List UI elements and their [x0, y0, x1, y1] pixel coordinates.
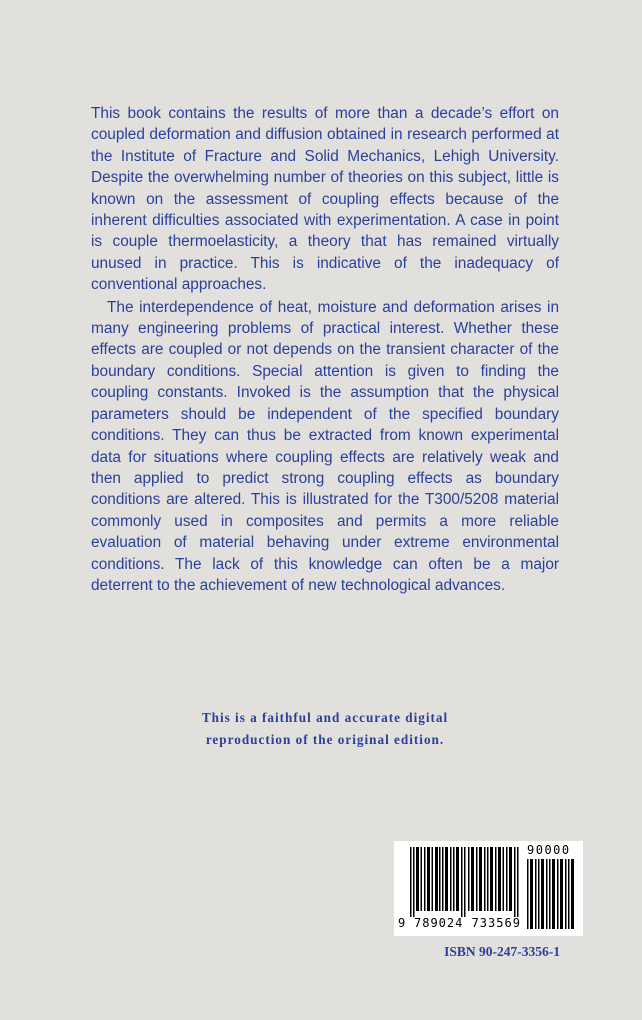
barcode: [394, 841, 583, 936]
barcode-digits: 789024 733569: [414, 916, 521, 930]
blurb-paragraph-1: This book contains the results of more than a decade’s effort on coupled deformation and diffusion obtained in research performed at the Institute of Fracture and Solid Mechanics, Lehigh University. Despite the overwhelming number of theories on this subject, little is known on the assessment of coupling effects because of the inherent difficulties associated with experimentation. A case in point is couple thermoelasticity, a theory that has remained virtually unused in practice. This is indicative of the inadequacy of conventional approaches.: [91, 105, 559, 294]
barcode-addon-digits: 90000: [527, 843, 571, 857]
notice-line-1: This is a faithful and accurate digital: [201, 710, 449, 725]
isbn-label: ISBN 90-247-3356-1: [444, 944, 560, 959]
back-cover-blurb: [91, 103, 559, 596]
blurb-paragraph-2: The interdependence of heat, moisture and deformation arises in many engineering problems of practical interest. Whether these effects are coupled or not depends on the transient character of the boundary conditions. Special attention is given to finding the coupling constants. Invoked is the assumption that the physical parameters should be independent of the specified boundary conditions. They can thus be extracted from known experimental data for situations where coupling effects are relatively weak and then applied to predict strong coupling effects as boundary conditions are altered. This is illustrated for the T300/5208 material commonly used in composites and permits a more reliable evaluation of material behaving under extreme environmental conditions. The lack of this knowledge can often be a major deterrent to the achievement of new technological advances.: [91, 298, 559, 594]
notice-line-2: reproduction of the original edition.: [205, 732, 445, 747]
barcode-lead-digit: 9: [398, 916, 406, 930]
barcode-bars: [410, 847, 522, 917]
reproduction-notice: [150, 707, 500, 751]
barcode-addon-bars: [527, 859, 577, 929]
